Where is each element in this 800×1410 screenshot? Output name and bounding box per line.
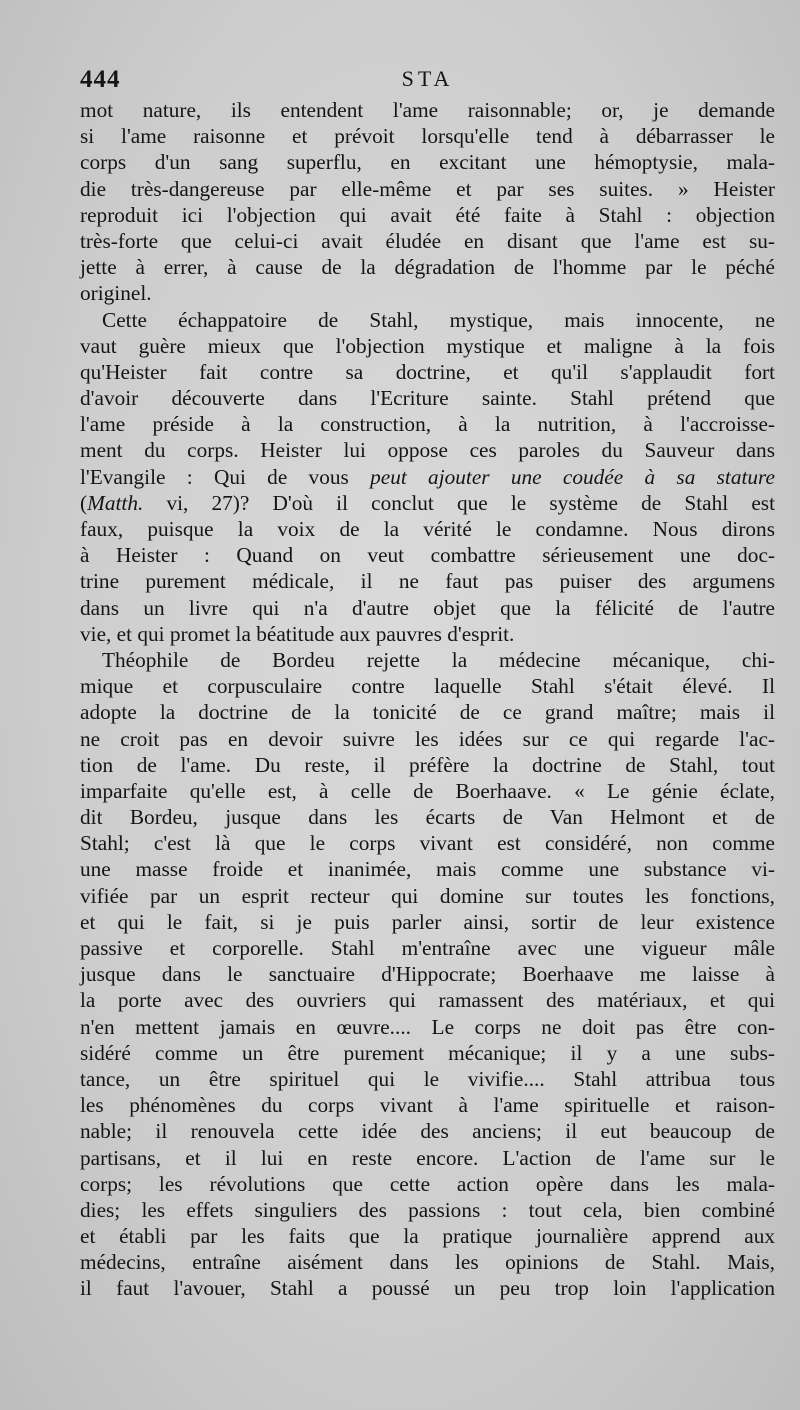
text-line: trine purement médicale, il ne faut pas puiser des argumens: [80, 569, 775, 594]
text-line: et établi par les faits que la pratique journalière apprend aux: [80, 1224, 775, 1249]
text-line: l'ame préside à la construction, à la nutrition, à l'accroisse-: [80, 412, 775, 437]
text-span: vi, 27)? D'où il conclut que le système de Stahl est: [143, 490, 775, 515]
paragraph-start-line: Cette échappatoire de Stahl, mystique, mais innocente, ne: [102, 307, 775, 332]
text-line: faux, puisque la voix de la vérité le condamne. Nous dirons: [80, 517, 775, 541]
text-line: très-forte que celui-ci avait éludée en disant que l'ame est su-: [80, 228, 775, 253]
text-line: une masse froide et inanimée, mais comme une substance vi-: [80, 857, 775, 882]
text-line: reproduit ici l'objection qui avait été faite à Stahl : objection: [80, 202, 775, 227]
text-line: originel.: [80, 281, 152, 306]
text-span: l'Evangile : Qui de vous: [80, 464, 371, 489]
text-line: die très-dangereuse par elle-même et par ses suites. » Heister: [80, 176, 775, 201]
text-line: la porte avec des ouvriers qui ramassent des matériaux, et qui: [80, 988, 775, 1013]
text-line: il faut l'avouer, Stahl a poussé un peu trop loin l'application: [80, 1276, 775, 1301]
text-line: dies; les effets singuliers des passions : tout cela, bien combiné: [80, 1197, 775, 1222]
text-line: corps; les révolutions que cette action opère dans les mala-: [80, 1171, 775, 1196]
text-line: n'en mettent jamais en œuvre.... Le corps ne doit pas être con-: [80, 1014, 775, 1039]
text-line: jusque dans le sanctuaire d'Hippocrate; Boerhaave me laisse à: [80, 962, 775, 987]
text-line: sidéré comme un être purement mécanique; il y a une subs-: [80, 1040, 775, 1065]
text-line: médecins, entraîne aisément dans les opinions de Stahl. Mais,: [80, 1250, 775, 1275]
text-line: si l'ame raisonne et prévoit lorsqu'elle tend à débarrasser le: [80, 124, 775, 149]
paragraph-start-line: Théophile de Bordeu rejette la médecine mécanique, chi-: [102, 647, 775, 672]
text-line: dans un livre qui n'a d'autre objet que la félicité de l'autre: [80, 595, 775, 620]
text-line: tion de l'ame. Du reste, il préfère la doctrine de Stahl, tout: [80, 752, 775, 777]
text-line: ment du corps. Heister lui oppose ces paroles du Sauveur dans: [80, 438, 775, 463]
text-line: jette à errer, à cause de la dégradation de l'homme par le péché: [80, 255, 775, 280]
bible-reference: Matth.: [87, 490, 144, 515]
text-line: partisans, et il lui en reste encore. L'action de l'ame sur le: [80, 1145, 775, 1170]
text-line: d'avoir découverte dans l'Ecriture sainte. Stahl prétend que: [80, 386, 775, 411]
text-line: adopte la doctrine de la tonicité de ce grand maître; mais il: [80, 700, 775, 725]
text-line: mique et corpusculaire contre laquelle Stahl s'était élevé. Il: [80, 674, 775, 699]
text-line: qu'Heister fait contre sa doctrine, et qu'il s'applaudit fort: [80, 359, 775, 384]
italic-quote: peut ajouter une coudée à sa stature: [370, 464, 776, 489]
text-line: tance, un être spirituel qui le vivifie.... Stahl attribua tous: [80, 1066, 775, 1091]
page-header: [80, 66, 775, 94]
text-line: les phénomènes du corps vivant à l'ame spirituelle et raison-: [80, 1093, 775, 1118]
text-line: et qui le fait, si je puis parler ainsi, sortir de leur existence: [80, 909, 775, 934]
body-text: [80, 97, 775, 1302]
text-line: dit Bordeu, jusque dans les écarts de Van Helmont et de: [80, 805, 775, 830]
text-line: vifiée par un esprit recteur qui domine sur toutes les fonctions,: [80, 883, 775, 908]
text-span: (: [80, 490, 88, 515]
running-head: STA: [401, 66, 454, 91]
text-line: vaut guère mieux que l'objection mystique et maligne à la fois: [80, 333, 775, 358]
text-line: corps d'un sang superflu, en excitant une hémoptysie, mala-: [80, 150, 775, 175]
page-number: 444: [80, 66, 121, 93]
text-line-with-italic: [80, 464, 775, 490]
text-line: imparfaite qu'elle est, à celle de Boerhaave. « Le génie éclate,: [80, 778, 775, 803]
text-line-with-reference: [80, 490, 775, 516]
text-line: nable; il renouvela cette idée des anciens; il eut beaucoup de: [80, 1119, 775, 1144]
text-line: à Heister : Quand on veut combattre sérieusement une doc-: [80, 543, 775, 568]
text-line: vie, et qui promet la béatitude aux pauvres d'esprit.: [80, 621, 515, 646]
text-line: mot nature, ils entendent l'ame raisonnable; or, je demande: [80, 98, 775, 122]
text-line: ne croit pas en devoir suivre les idées sur ce qui regarde l'ac-: [80, 726, 775, 751]
text-line: passive et corporelle. Stahl m'entraîne avec une vigueur mâle: [80, 936, 775, 960]
text-line: Stahl; c'est là que le corps vivant est considéré, non comme: [80, 831, 775, 856]
